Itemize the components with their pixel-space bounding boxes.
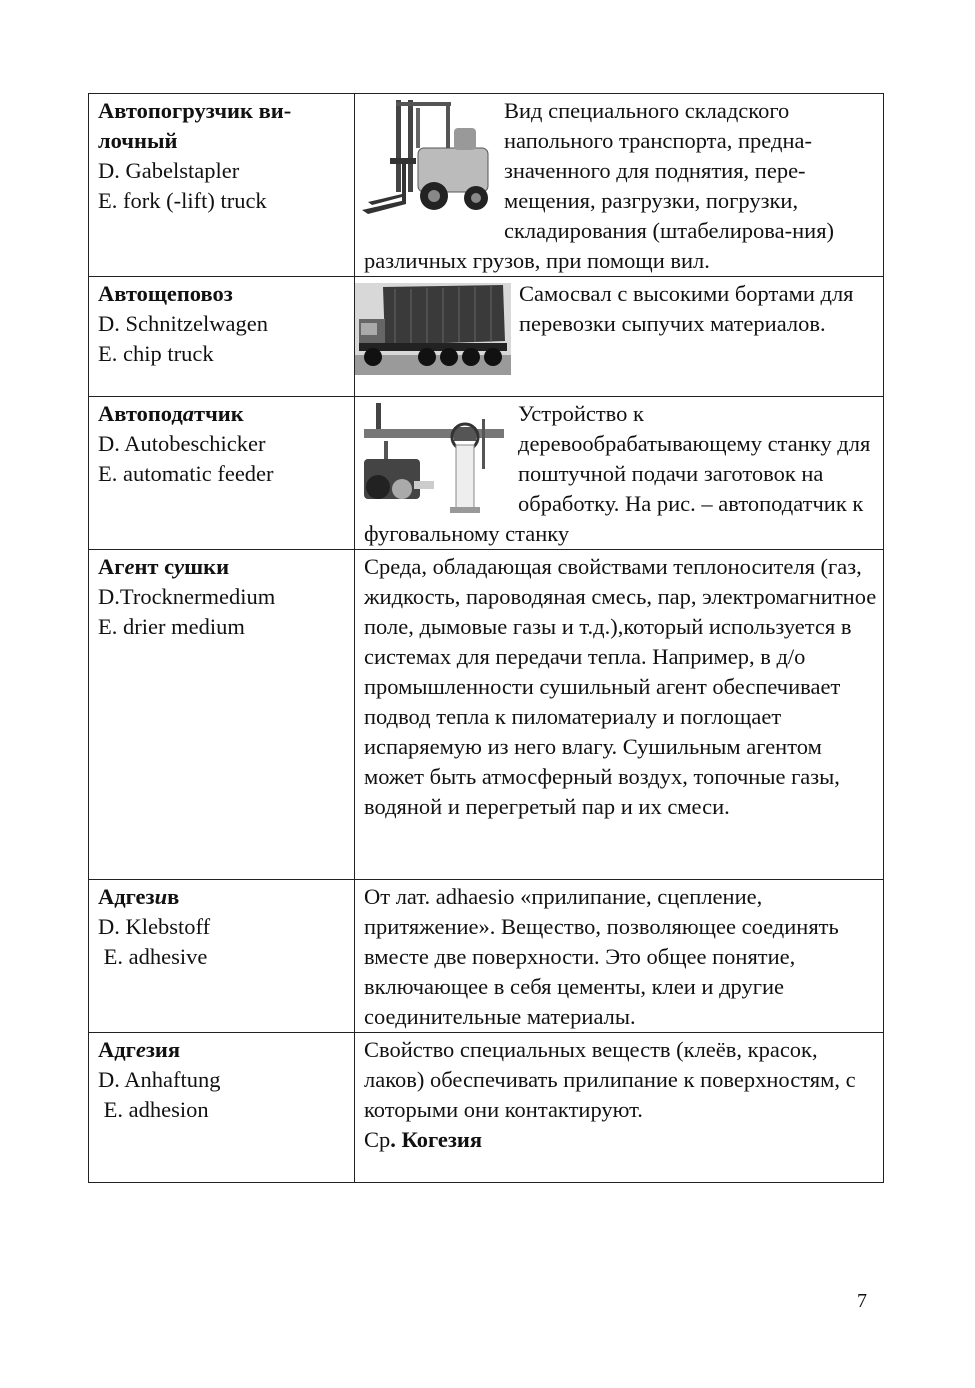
term-english: E. drier medium: [98, 614, 245, 639]
term-russian: Автощеповоз: [98, 281, 233, 306]
term-german: D. Gabelstapler: [98, 158, 240, 183]
see-also: Ср. Когезия: [364, 1127, 483, 1152]
definition-text: Самосвал с высокими бортами для перевозки сыпучих материалов.: [519, 281, 854, 336]
term-cell: [89, 277, 355, 397]
term-russian: Автопогрузчик ви-лочный: [98, 98, 292, 153]
term-german: D. Klebstoff: [98, 914, 211, 939]
term-english: E. adhesion: [98, 1097, 209, 1122]
definition-cell: [355, 1033, 884, 1183]
term-cell: [89, 550, 355, 880]
term-german: D. Schnitzelwagen: [98, 311, 268, 336]
term-german: D.Trocknermedium: [98, 584, 276, 609]
glossary-table: [88, 93, 884, 1183]
term-russian: Адгезия: [98, 1037, 181, 1062]
term-russian: Агент сушки: [98, 554, 230, 579]
definition-cell: [355, 550, 884, 880]
term-german: D. Autobeschicker: [98, 431, 266, 456]
table-row: [89, 550, 884, 880]
definition-cell: [355, 397, 884, 550]
definition-cell: [355, 277, 884, 397]
forklift-photo: [358, 98, 496, 218]
definition-text: От лат. adhaesio «прилипание, сцепление, притяжение». Вещество, позволяющее соединять вместе две поверхности. Это общее понятие, включающее в себя цементы, клеи и другие соединительные материалы.: [364, 884, 839, 1029]
definition-text: Устройство к деревообрабатывающему станку для поштучной подачи заготовок на обработку. На рис. – автоподатчик к фуговальному станку: [364, 401, 871, 546]
term-english: E. automatic feeder: [98, 461, 274, 486]
definition-text: Свойство специальных веществ (клеёв, красок, лаков) обеспечивать прилипание к поверхностям, с которыми они контактируют.: [364, 1037, 856, 1122]
see-also-term: . Когезия: [390, 1127, 483, 1152]
term-russian: Автоподатчик: [98, 401, 244, 426]
definition-cell: [355, 94, 884, 277]
term-cell: [89, 397, 355, 550]
term-cell: [89, 880, 355, 1033]
table-row: [89, 277, 884, 397]
definition-text: Среда, обладающая свойствами теплоносителя (газ, жидкость, пароводяная смесь, пар, электромагнитное поле, дымовые газы и т.д.),который используется в системах для передачи тепла. Например, в д/о промышленности сушильный агент обеспечивает подвод тепла к пиломатериалу и поглощает испаряемую из него влагу. Сушильным агентом может быть атмосферный воздух, топочные газы, водяной и перегретый пар и их смеси.: [364, 554, 877, 819]
table-row: [89, 397, 884, 550]
term-cell: [89, 1033, 355, 1183]
automatic-feeder-photo: [358, 401, 506, 515]
term-german: D. Anhaftung: [98, 1067, 221, 1092]
page-number: 7: [857, 1290, 867, 1312]
term-cell: [89, 94, 355, 277]
definition-cell: [355, 880, 884, 1033]
table-row: [89, 1033, 884, 1183]
chip-truck-photo: [355, 283, 511, 375]
definition-text: Вид специального складского напольного транспорта, предна-значенного для поднятия, пере-мещения, разгрузки, погрузки, складирования (штабелирова-ния) различных грузов, при помощи вил.: [364, 98, 835, 273]
table-row: [89, 880, 884, 1033]
term-english: E. chip truck: [98, 341, 214, 366]
term-english: E. adhesive: [98, 944, 208, 969]
table-row: [89, 94, 884, 277]
term-english: E. fork (-lift) truck: [98, 188, 267, 213]
term-russian: Адгезив: [98, 884, 180, 909]
